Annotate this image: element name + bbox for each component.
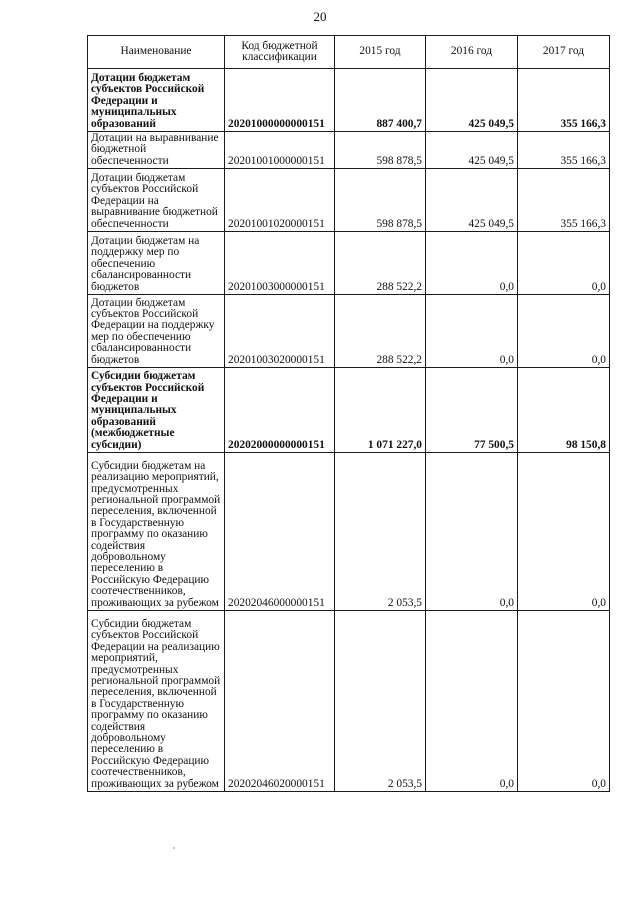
row-code: 20202046000000151	[225, 453, 335, 611]
row-name: Субсидии бюджетам субъектов Российской Федерации и муниципальных образований (межбюджетные субсидии)	[88, 368, 225, 453]
row-2016: 0,0	[426, 232, 518, 295]
row-2017: 0,0	[518, 453, 610, 611]
table-row	[88, 232, 610, 295]
row-code: 20202046020000151	[225, 611, 335, 792]
row-code: 20201003020000151	[225, 295, 335, 368]
scan-speck	[173, 847, 175, 849]
table-row	[88, 169, 610, 232]
row-2017: 0,0	[518, 232, 610, 295]
row-2015: 2 053,5	[335, 453, 426, 611]
row-2016: 77 500,5	[426, 368, 518, 453]
row-2016: 425 049,5	[426, 69, 518, 132]
row-2017: 0,0	[518, 611, 610, 792]
table-header-row	[88, 36, 610, 69]
header-2015: 2015 год	[335, 36, 426, 69]
budget-revenue-table	[87, 35, 610, 792]
table-row	[88, 295, 610, 368]
row-name: Дотации бюджетам на поддержку мер по обеспечению сбалансированности бюджетов	[88, 232, 225, 295]
row-name: Дотации бюджетам субъектов Российской Федерации на выравнивание бюджетной обеспеченности	[88, 169, 225, 232]
row-2016: 425 049,5	[426, 132, 518, 169]
row-2015: 598 878,5	[335, 132, 426, 169]
table-row	[88, 132, 610, 169]
table-row	[88, 611, 610, 792]
table-row	[88, 368, 610, 453]
row-name: Дотации на выравнивание бюджетной обеспеченности	[88, 132, 225, 169]
row-2017: 355 166,3	[518, 69, 610, 132]
row-2016: 0,0	[426, 295, 518, 368]
header-name: Наименование	[88, 36, 225, 69]
header-code: Код бюджетной классификации	[225, 36, 335, 69]
row-2015: 288 522,2	[335, 295, 426, 368]
row-name: Дотации бюджетам субъектов Российской Федерации на поддержку мер по обеспечению сбалансированности бюджетов	[88, 295, 225, 368]
row-code: 20201003000000151	[225, 232, 335, 295]
row-code: 20201001000000151	[225, 132, 335, 169]
table-row	[88, 69, 610, 132]
table-row	[88, 453, 610, 611]
row-2015: 288 522,2	[335, 232, 426, 295]
row-code: 20201001020000151	[225, 169, 335, 232]
page-number: 20	[313, 9, 327, 24]
row-2015: 2 053,5	[335, 611, 426, 792]
row-2017: 98 150,8	[518, 368, 610, 453]
row-code: 20201000000000151	[225, 69, 335, 132]
row-code: 20202000000000151	[225, 368, 335, 453]
row-name: Дотации бюджетам субъектов Российской Федерации и муниципальных образований	[88, 69, 225, 132]
row-name: Субсидии бюджетам субъектов Российской Федерации на реализацию мероприятий, предусмотренных региональной программой переселения, включенной в Государственную программу по оказанию содействия добровольному переселению в Российскую Федерацию соотечественников, проживающих за рубежом	[88, 611, 225, 792]
row-2017: 355 166,3	[518, 169, 610, 232]
row-2016: 425 049,5	[426, 169, 518, 232]
row-2017: 0,0	[518, 295, 610, 368]
header-2017: 2017 год	[518, 36, 610, 69]
header-2016: 2016 год	[426, 36, 518, 69]
row-name: Субсидии бюджетам на реализацию мероприятий, предусмотренных региональной программой переселения, включенной в Государственную программу по оказанию содействия добровольному переселению в Российскую Федерацию соотечественников, проживающих за рубежом	[88, 453, 225, 611]
row-2016: 0,0	[426, 453, 518, 611]
row-2015: 887 400,7	[335, 69, 426, 132]
row-2015: 598 878,5	[335, 169, 426, 232]
row-2015: 1 071 227,0	[335, 368, 426, 453]
row-2016: 0,0	[426, 611, 518, 792]
row-2017: 355 166,3	[518, 132, 610, 169]
